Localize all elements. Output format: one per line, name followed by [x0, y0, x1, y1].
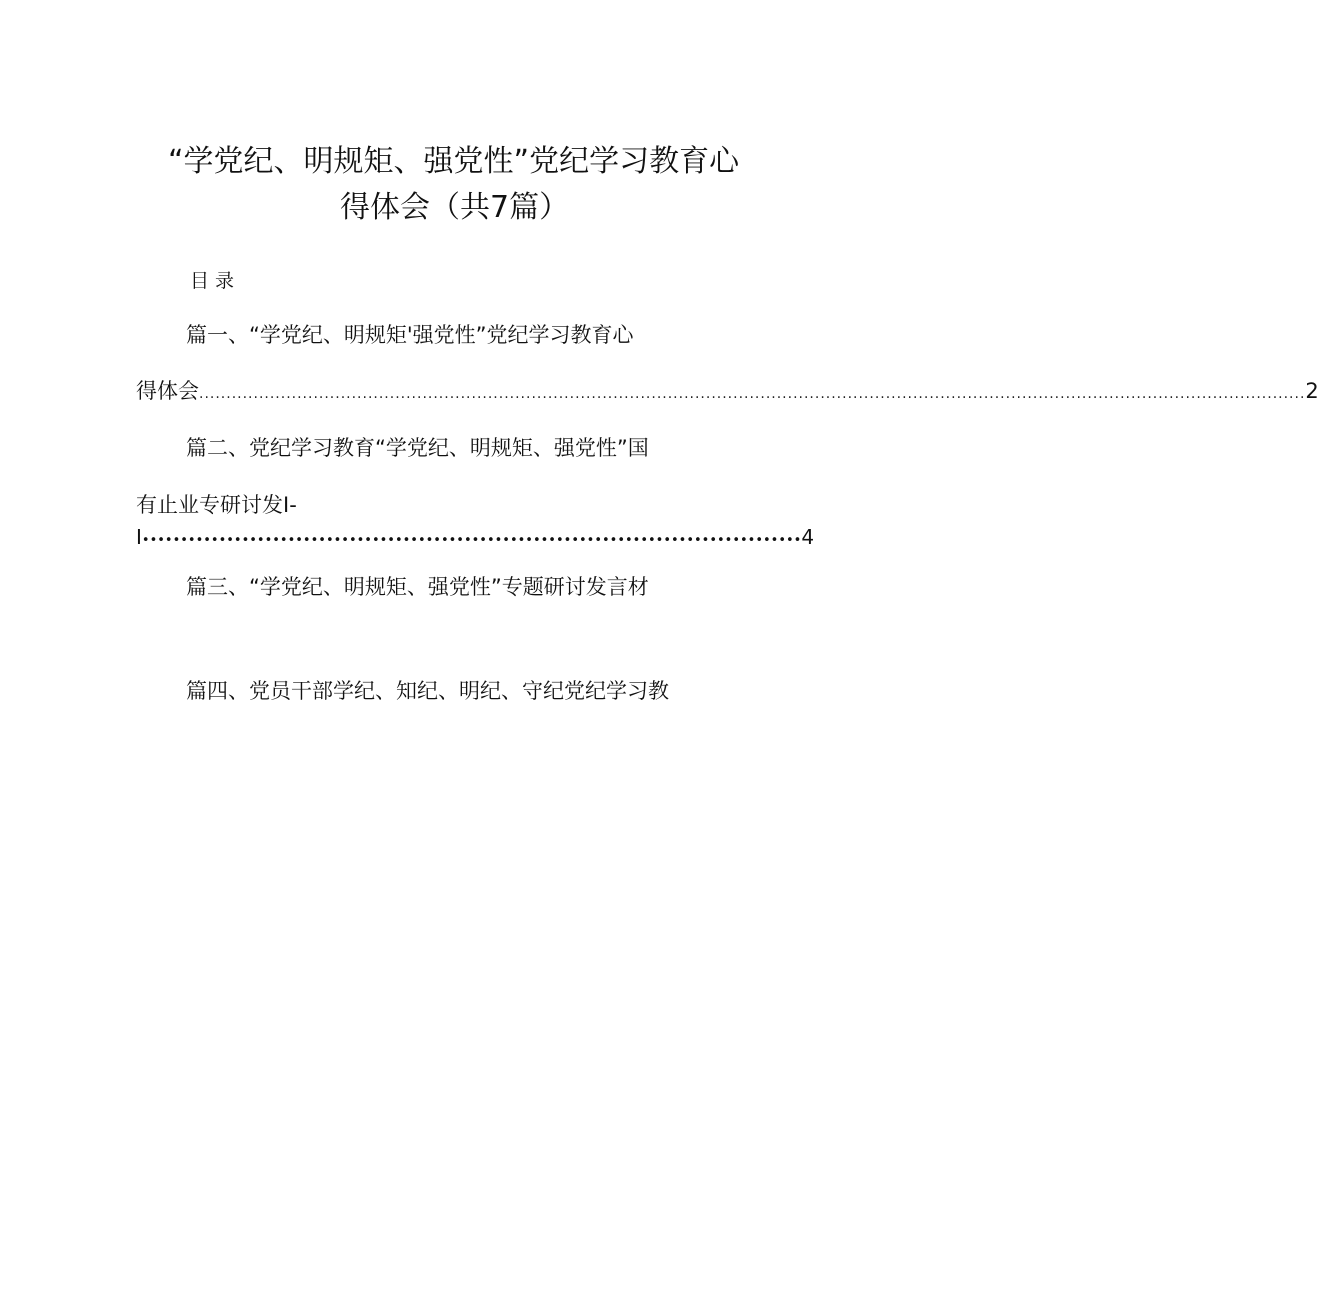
toc-heading: 目录 [190, 270, 241, 292]
toc-entry-2-title-cont[interactable]: 有止业专研讨发I- [136, 493, 297, 517]
toc-entry-2-leader: •••••••••••••••••••••••••••••••••••••••••••••••••••••••••••••••••••••••••••••••••••••• [141, 533, 802, 548]
document-title-line-2: 得体会（共7篇） [340, 190, 570, 225]
document-title-line-1: “学党纪、明规矩、强党性”党纪学习教育心 [168, 144, 740, 179]
toc-entry-2-title[interactable]: 篇二、党纪学习教育“学党纪、明规矩、强党性”国 [186, 436, 649, 460]
toc-entry-1-continuation[interactable] [136, 376, 1319, 409]
toc-entry-1-title[interactable]: 篇一、“学党纪、明规矩'强党性”党纪学习教育心 [186, 323, 634, 347]
toc-entry-2-leader-start: I [136, 525, 142, 549]
toc-entry-3-title[interactable]: 篇三、“学党纪、明规矩、强党性”专题研讨发言材 [186, 575, 649, 599]
toc-entry-1-page-number: 2 [1305, 379, 1319, 403]
toc-entry-1-leader: ........................................................................................................................................................................................................... [199, 386, 1306, 402]
toc-entry-2-leader-line[interactable] [136, 522, 815, 556]
toc-entry-2-page-number: 4 [801, 525, 815, 549]
toc-entry-4-title[interactable]: 篇四、党员干部学纪、知纪、明纪、守纪党纪学习教 [186, 679, 669, 703]
toc-entry-1-title-end: 得体会 [136, 379, 199, 403]
